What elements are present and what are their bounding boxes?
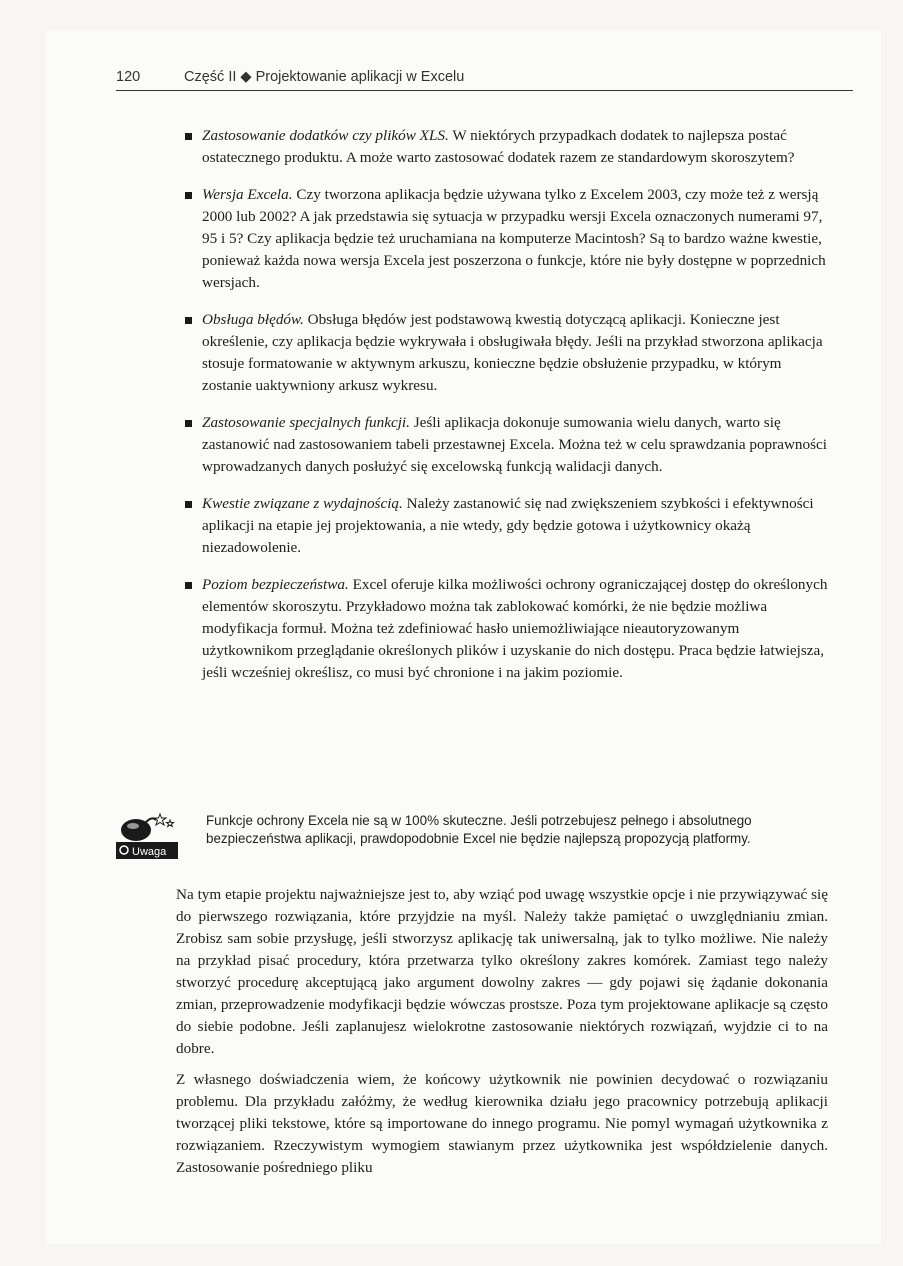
item-title: Obsługa błędów. — [202, 311, 304, 328]
item-text: Jeśli aplikacja dokonuje sumowania wielu danych, warto się zastanowić nad zastosowaniem tabeli przestawnej Excela. Można też w celu sprawdzania poprawności wprowadzanych danych posłużyć się excelowską funkcją walidacji danych. — [202, 414, 827, 475]
item-title: Zastosowanie dodatków czy plików XLS. — [202, 127, 449, 144]
note-label: Uwaga — [132, 846, 167, 858]
item-title: Wersja Excela. — [202, 186, 293, 203]
list-item — [202, 574, 834, 684]
square-bullet-icon — [185, 133, 192, 140]
body-paragraph: Z własnego doświadczenia wiem, że końcowy użytkownik nie powinien decydować o rozwiązaniu problemu. Dla przykładu załóżmy, że według kierownika działu jego pracownicy potrzebują aplikacji tworzącej pliki tekstowe, które są importowane do innego programu. Nie pomyl wymagań użytkownika z rozwiązaniem. Rzeczywistym wymogiem stawianym przez użytkownika jest współdzielenie danych. Zastosowanie pośredniego pliku — [176, 1071, 828, 1176]
square-bullet-icon — [185, 420, 192, 427]
page-number: 120 — [116, 69, 141, 85]
square-bullet-icon — [185, 192, 192, 199]
note-bomb-icon — [116, 812, 180, 860]
item-title: Zastosowanie specjalnych funkcji. — [202, 414, 410, 431]
item-text: Należy zastanowić się nad zwiększeniem szybkości i efektywności aplikacji na etapie jej projektowania, a nie wtedy, gdy będzie gotowa i użytkownicy okażą niezadowolenie. — [202, 495, 814, 556]
running-title: Część II ◆ Projektowanie aplikacji w Excelu — [184, 69, 465, 85]
note-box — [116, 812, 856, 872]
note-text: Funkcje ochrony Excela nie są w 100% skuteczne. Jeśli potrzebujesz pełnego i absolutnego bezpieczeństwa aplikacji, prawdopodobnie Excel nie będzie najlepszą propozycją platformy. — [206, 813, 752, 846]
body-paragraph: Na tym etapie projektu najważniejsze jest to, aby wziąć pod uwagę wszystkie opcje i nie przywiązywać się do pierwszego rozwiązania, które przyjdzie na myśl. Należy także pamiętać o uwzględnianiu zmian. Zrobisz sam sobie przysługę, jeśli stworzysz aplikację tak uniwersalną, jak to tylko możliwe. Nie należy na przykład pisać procedury, która przetwarza tylko określony zakres komórek. Zamiast tego należy stworzyć procedurę akceptującą jako argument dowolny zakres — gdy pojawi się żądanie dokonania zmian, przeprowadzenie modyfikacji będzie wówczas prostsze. Poza tym projektowane aplikacje są często do siebie podobne. Jeśli zaplanujesz wielokrotne zastosowanie niektórych rozwiązań, wyjdzie ci to na dobre. — [176, 886, 828, 1057]
list-item — [202, 412, 834, 478]
item-text: Czy tworzona aplikacja będzie używana tylko z Excelem 2003, czy może też z wersją 2000 lub 2002? A jak przedstawia się sytuacja w przypadku wersji Excela oznaczonych numerami 97, 95 i 5? Czy aplikacja będzie też uruchamiana na komputerze Macintosh? Są to bardzo ważne kwestie, ponieważ każda nowa wersja Excela jest poszerzona o funkcje, które nie były dostępne w poprzednich wersjach. — [202, 186, 826, 291]
square-bullet-icon — [185, 501, 192, 508]
item-title: Poziom bezpieczeństwa. — [202, 576, 349, 593]
list-item — [202, 125, 834, 169]
page-header — [116, 66, 853, 91]
list-item — [202, 184, 834, 294]
square-bullet-icon — [185, 317, 192, 324]
list-item — [202, 309, 834, 397]
item-text: Excel oferuje kilka możliwości ochrony ograniczającej dostęp do określonych elementów skoroszytu. Przykładowo można tak zablokować komórki, że nie będzie możliwa modyfikacja formuł. Można też zdefiniować hasło uniemożliwiające nieautoryzowanym użytkownikom przeglądanie określonych plików i uzyskanie do nich dostępu. Praca będzie łatwiejsza, jeśli wcześniej określisz, co musi być chronione i na jakim poziomie. — [202, 576, 828, 681]
item-title: Kwestie związane z wydajnością. — [202, 495, 403, 512]
square-bullet-icon — [185, 582, 192, 589]
item-text: Obsługa błędów jest podstawową kwestią dotyczącą aplikacji. Konieczne jest określenie, czy aplikacja będzie wykrywała i obsługiwała błędy. Jeśli na przykład stworzona aplikacja stosuje formatowanie w aktywnym arkuszu, konieczne będzie obsłużenie przypadku, w którym zostanie uaktywniony arkusz wykresu. — [202, 311, 823, 394]
considerations-list — [202, 125, 834, 699]
list-item — [202, 493, 834, 559]
item-text: W niektórych przypadkach dodatek to najlepsza postać ostatecznego produktu. A może warto zastosować dodatek razem ze standardowym skoroszytem? — [202, 127, 795, 166]
